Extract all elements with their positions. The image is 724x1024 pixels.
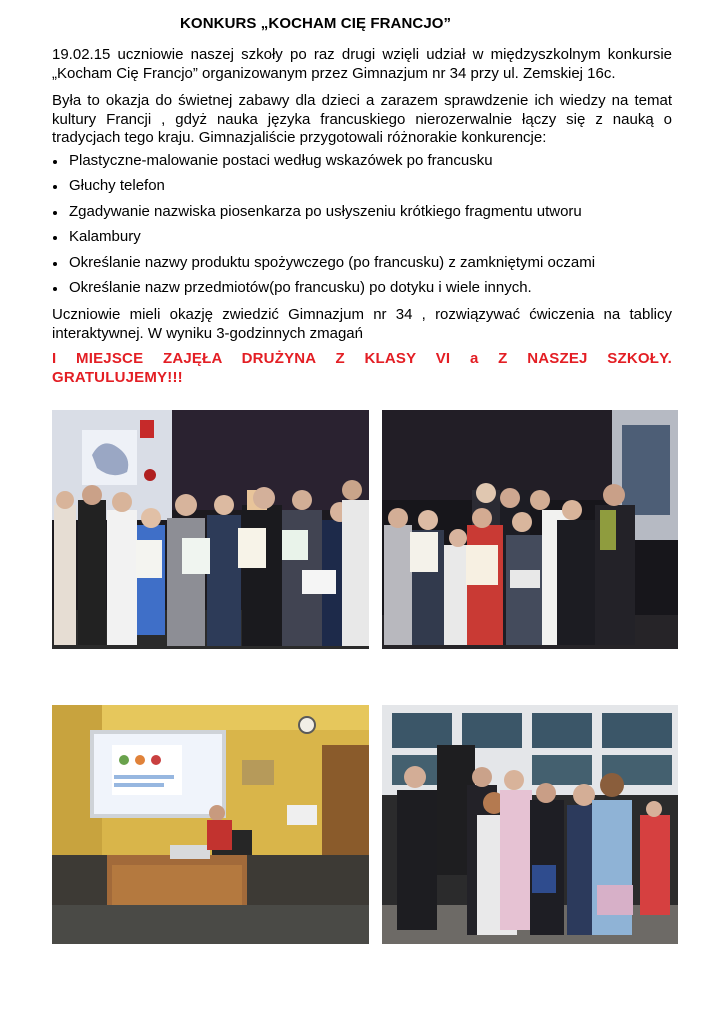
list-item — [52, 203, 595, 228]
list-item-text: Głuchy telefon — [69, 177, 165, 195]
photo-interactive-board-room — [52, 705, 369, 944]
competitions-list — [52, 152, 595, 304]
paragraph-description: Była to okazja do świetnej zabawy dla dzieci a zarazem sprawdzenie ich wiedzy na temat kultury Francji , gdyż nauka języka francuskiego nierozerwalnie łączy się z nauką o tradycjach tego kraju. Gimnazjaliście przygotowali różnorakie konkurencje: — [52, 92, 672, 146]
list-item — [52, 279, 595, 304]
list-item-text: Zgadywanie nazwiska piosenkarza po usłyszeniu krótkiego fragmentu utworu — [69, 202, 582, 220]
bullet-icon — [53, 185, 57, 189]
paragraph-summary: Uczniowie mieli okazję zwiedzić Gimnazjum nr 34 , rozwiązywać ćwiczenia na tablicy interaktywnej. W wyniku 3-godzinnych zmagań — [52, 306, 672, 342]
paragraph-intro: 19.02.15 uczniowie naszej szkoły po raz drugi wzięli udział w międzyszkolnym konkursie „Kocham Cię Francjo” organizowanym przez Gimnazjum nr 34 przy ul. Zemskiej 16c. — [52, 46, 672, 82]
photo-group-students-1 — [52, 410, 369, 649]
photo-group-students-2 — [382, 410, 678, 649]
list-item — [52, 254, 595, 279]
list-item — [52, 177, 595, 202]
congratulations-line: I MIEJSCE ZAJĘŁA DRUŻYNA Z KLASY VI a Z NASZEJ SZKOŁY. — [52, 350, 672, 367]
list-item-text: Plastyczne-malowanie postaci według wskazówek po francusku — [69, 152, 493, 169]
list-item-text: Określanie nazw przedmiotów(po francusku) po dotyku i wiele innych. — [69, 278, 532, 296]
bullet-icon — [53, 160, 57, 164]
list-item-text: Określanie nazwy produktu spożywczego (po francusku) z zamkniętymi oczami — [69, 253, 596, 271]
bullet-icon — [53, 236, 57, 240]
page-title: KONKURS „KOCHAM CIĘ FRANCJO” — [180, 15, 452, 32]
list-item — [52, 152, 595, 177]
bullet-icon — [53, 262, 57, 266]
congratulations-exclaim: GRATULUJEMY!!! — [52, 369, 183, 386]
list-item-text: Kalambury — [69, 228, 141, 246]
bullet-icon — [53, 211, 57, 215]
bullet-icon — [53, 287, 57, 291]
photo-students-in-classroom — [382, 705, 678, 944]
list-item — [52, 228, 595, 253]
